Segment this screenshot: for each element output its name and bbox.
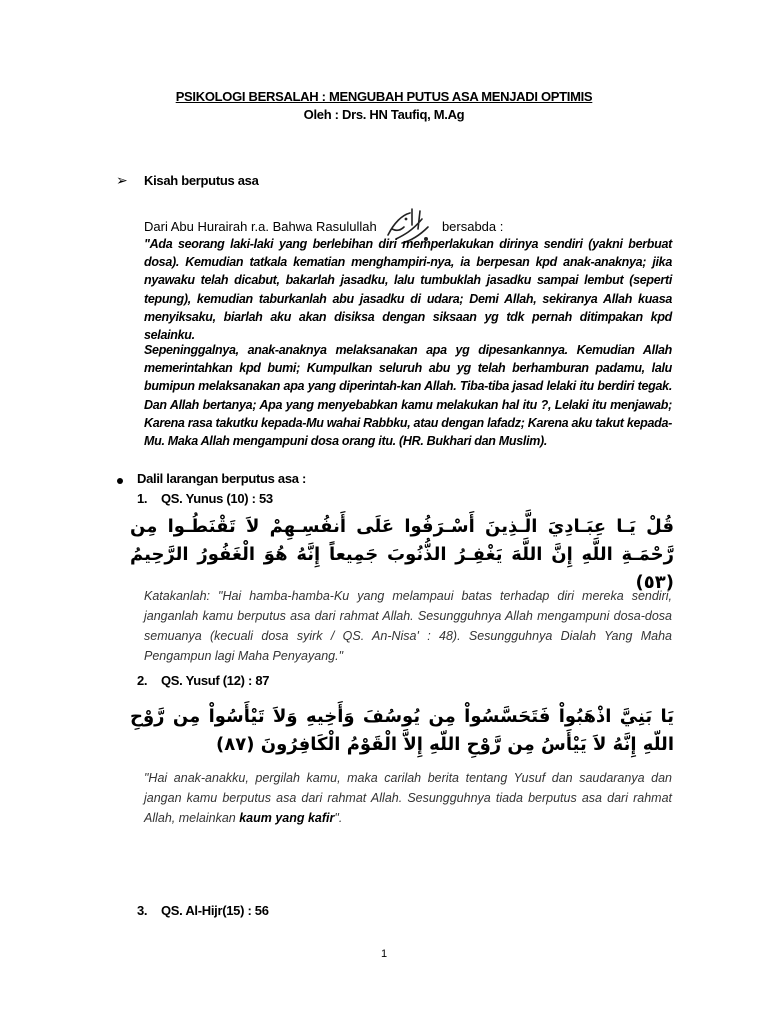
document-title: PSIKOLOGI BERSALAH : MENGUBAH PUTUS ASA MENJADI OPTIMIS	[175, 89, 593, 104]
arabic-verse-yusuf: يَا بَنِيَّ اذْهَبُواْ فَتَحَسَّسُواْ مِن يُوسُفَ وَأَخِيهِ وَلاَ تَيْأَسُواْ مِن رَّوْحِ اللّهِ إِنَّهُ لاَ يَيْأَسُ مِن رَّوْحِ اللّهِ إِلاَّ الْقَوْمُ الْكَافِرُونَ (٨٧)	[130, 706, 674, 755]
section-heading-dalil: Dalil larangan berputus asa :	[137, 471, 307, 486]
verse-number: 2.	[137, 673, 148, 688]
verse-label-hijr	[137, 903, 269, 918]
translation-text: "Hai anak-anakku, pergilah kamu, maka carilah berita tentang Yusuf dan saudaranya dan jangan kamu berputus asa dari rahmat Allah. Sesungguhnya tiada berputus asa dari rahmat Allah, melainkan	[144, 771, 672, 825]
intro-text-before: Dari Abu Hurairah r.a. Bahwa Rasulullah	[144, 218, 377, 234]
round-bullet-icon	[117, 478, 123, 484]
verse-label-yunus	[137, 491, 273, 506]
translation-yunus: Katakanlah: "Hai hamba-hamba-Ku yang melampaui batas terhadap diri mereka sendiri, janganlah kamu berputus asa dari rahmat Allah. Sesungguhnya Allah mengampuni dosa-dosa semuanya (kecuali dosa syirk / QS. An-Nisa' : 48). Sesungguhnya Dialah Yang Maha Pengampun lagi Maha Penyayang."	[144, 589, 672, 663]
hadith-paragraph-1: "Ada seorang laki-laki yang berlebihan diri memperlakukan dirinya sendiri (yakni berbuat dosa). Kemudian tatkala kematian menghampiri-nya, ia berpesan kpd anak-anaknya; jika nyawaku telah dicabut, bakarlah jasadku, lalu tumbuklah jasadku sampai lembut (seperti tepung), kemudian taburkanlah abu jasadku di udara; Demi Allah, sekiranya Allah kuasa menyiksaku, biarlah aku akan disiksa dengan siksaan yg tdk pernah ditimpakan kpd selainku.	[144, 237, 672, 343]
verse-label-yusuf	[137, 673, 269, 688]
translation-yusuf	[144, 768, 672, 828]
verse-reference: QS. Yunus (10) : 53	[161, 491, 273, 506]
arrow-bullet-icon: ➢	[116, 172, 128, 188]
verse-number: 3.	[137, 903, 148, 918]
verse-reference: QS. Al-Hijr(15) : 56	[161, 903, 269, 918]
section-heading-kisah: Kisah berputus asa	[144, 173, 259, 188]
verse-number: 1.	[137, 491, 148, 506]
author-line: Oleh : Drs. HN Taufiq, M.Ag	[303, 107, 465, 122]
verse-reference: QS. Yusuf (12) : 87	[161, 673, 270, 688]
arabic-verse-yunus: قُلْ يَـا عِبَـادِيَ الَّـذِينَ أَسْـرَفُوا عَلَى أَنفُسِـهِمْ لاَ تَقْنَطُـوا مِن رَّحْمَـةِ اللَّهِ إِنَّ اللَّهَ يَغْفِـرُ الذُّنُوبَ جَمِيعاً إِنَّهُ هُوَ الْغَفُورُ الرَّحِيمُ (٥٣)	[130, 516, 674, 593]
intro-text-after: bersabda :	[441, 218, 504, 234]
translation-emphasis: kaum yang kafir	[239, 811, 335, 825]
translation-end: ".	[334, 811, 343, 825]
hadith-paragraph-2: Sepeninggalnya, anak-anaknya melaksanakan apa yg dipesankannya. Kemudian Allah memerintahkan kpd bumi; Kumpulkan seluruh abu yg telah berhamburan padamu, lalu bumipun melaksanakan apa yang diperintah-kan Allah. Tiba-tiba jasad lelaki itu berdiri tegak. Dan Allah bertanya; Apa yang menyebabkan kamu melakukan hal itu ?, Lelaki itu menjawab; Karena rasa takutku kepada-Mu wahai Rabbku, atau dengan lafadz; Karena aku takut kepada-Mu. Maka Allah mengampuni dosa orang itu. (HR. Bukhari dan Muslim).	[144, 343, 672, 449]
page-number: 1	[380, 948, 388, 960]
